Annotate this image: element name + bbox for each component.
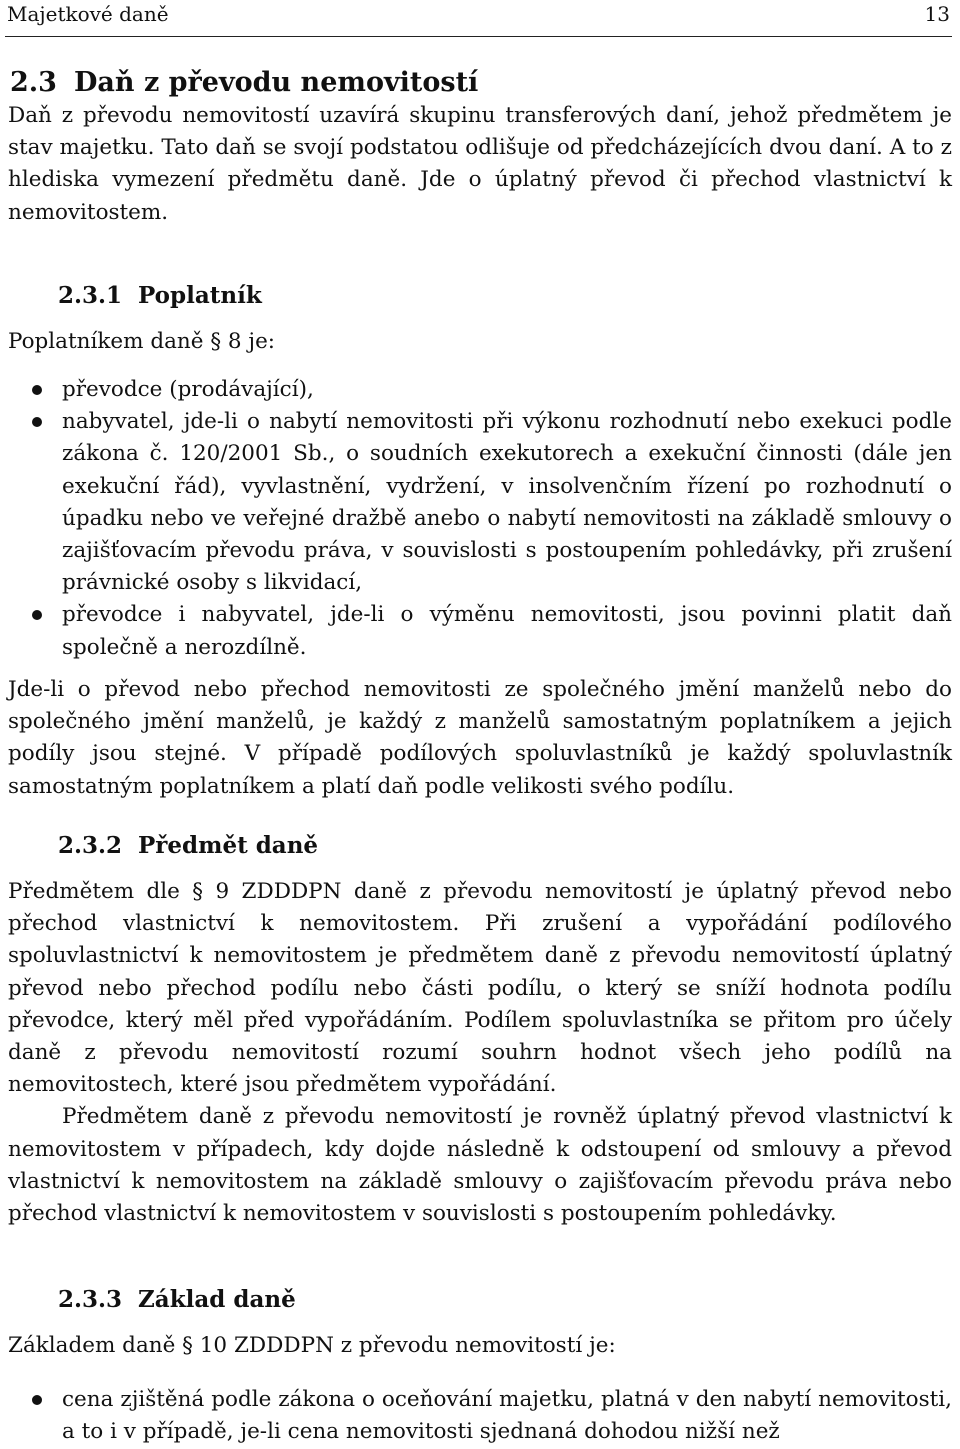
payer-lead: Poplatníkem daně § 8 je: <box>8 329 276 354</box>
subsection-title: Základ daně <box>138 1286 296 1313</box>
list-item-text: převodce (prodávající), <box>62 377 314 402</box>
list-item-text: převodce i nabyvatel, jde-li o výměnu nemovitosti, jsou povinni platit daň společně a nerozdílně. <box>62 602 952 660</box>
base-list <box>8 1384 952 1448</box>
subsection-number: 2.3.3 <box>58 1286 123 1313</box>
subject-paragraph-2: Předmětem daně z převodu nemovitostí je rovněž úplatný převod vlastnictví k nemovitostem v případech, kdy dojde následně k odstoupení od smlouvy a převod vlastnictví k nemovitostem na základě smlouvy o zajišťovacím převodu práva nebo přechod vlastnictví k nemovitostem v souvislosti s postoupením pohledávky. <box>8 1104 952 1227</box>
base-list-block <box>8 1384 952 1448</box>
subsection-title: Předmět daně <box>138 832 319 859</box>
list-item <box>8 599 952 663</box>
subsection-heading-3 <box>58 1284 296 1316</box>
section-number: 2.3 <box>10 67 57 98</box>
subject-paragraph-1: Předmětem dle § 9 ZDDDPN daně z převodu nemovitostí je úplatný převod nebo přechod vlastnictví k nemovitostem. Při zrušení a vypořádání podílového spoluvlastnictví k nemovitostem je předmětem daně z převodu nemovitostí úplatný převod nebo přechod podílu nebo části podílu, o který se sníží hodnota podílu převodce, který měl před vypořádáním. Podílem spoluvlastníka se přitom pro účely daně z převodu nemovitostí rozumí souhrn hodnot všech jeho podílů na nemovitostech, které jsou předmětem vypořádání. <box>8 879 952 1098</box>
subject-block <box>8 876 952 1230</box>
subsection-number: 2.3.2 <box>58 832 123 859</box>
base-lead: Základem daně § 10 ZDDDPN z převodu nemovitostí je: <box>8 1333 616 1358</box>
payer-list <box>8 374 952 664</box>
list-item-text: nabyvatel, jde-li o nabytí nemovitosti při výkonu rozhodnutí nebo exekuci podle zákona č. 120/2001 Sb., o soudních exekutorech a exekuční činnosti (dále jen exekuční řád), vyvlastnění, vydržení, v insolvenčním řízení po rozhodnutí o úpadku nebo ve veřejné dražbě anebo o nabytí nemovitosti na základě smlouvy o zajišťovacím převodu práva, v souvislosti s postoupením pohledávky, při zrušení právnické osoby s likvidací, <box>62 409 952 596</box>
list-item <box>8 406 952 599</box>
subsection-number: 2.3.1 <box>58 282 123 309</box>
page-number: 13 <box>924 2 950 26</box>
header-title: Majetkové daně <box>7 2 169 26</box>
list-item <box>8 374 952 406</box>
section-title: Daň z převodu nemovitostí <box>74 67 479 98</box>
subsection-heading-2 <box>58 830 318 862</box>
bullet-icon <box>32 417 42 427</box>
section-intro: Daň z převodu nemovitostí uzavírá skupinu transferových daní, jehož předmětem je stav majetku. Tato daň se svojí podstatou odlišuje od předcházejících dvou daní. A to z hlediska vymezení předmětu daně. Jde o úplatný převod či přechod vlastnictví k nemovitostem. <box>8 103 952 225</box>
payer-closing: Jde-li o převod nebo přechod nemovitosti ze společného jmění manželů nebo do společného jmění manželů, je každý z manželů samostatným poplatníkem a jejich podíly jsou stejné. V případě podílových spoluvlastníků je každý spoluvlastník samostatným poplatníkem a platí daň podle velikosti svého podílu. <box>8 677 952 799</box>
list-item-text: cena zjištěná podle zákona o oceňování majetku, platná v den nabytí nemovitosti, a to i v případě, je-li cena nemovitosti sjednaná dohodou nižší než <box>62 1387 952 1445</box>
payer-closing-block <box>8 674 952 803</box>
bullet-icon <box>32 610 42 620</box>
section-heading <box>10 64 478 102</box>
running-header <box>5 0 952 37</box>
payer-lead-block <box>8 326 952 358</box>
base-lead-block <box>8 1330 952 1362</box>
payer-list-block <box>8 374 952 664</box>
bullet-icon <box>32 1395 42 1405</box>
subsection-title: Poplatník <box>138 282 262 309</box>
subsection-heading-1 <box>58 280 262 312</box>
list-item <box>8 1384 952 1448</box>
section-intro-block <box>8 100 952 229</box>
bullet-icon <box>32 385 42 395</box>
